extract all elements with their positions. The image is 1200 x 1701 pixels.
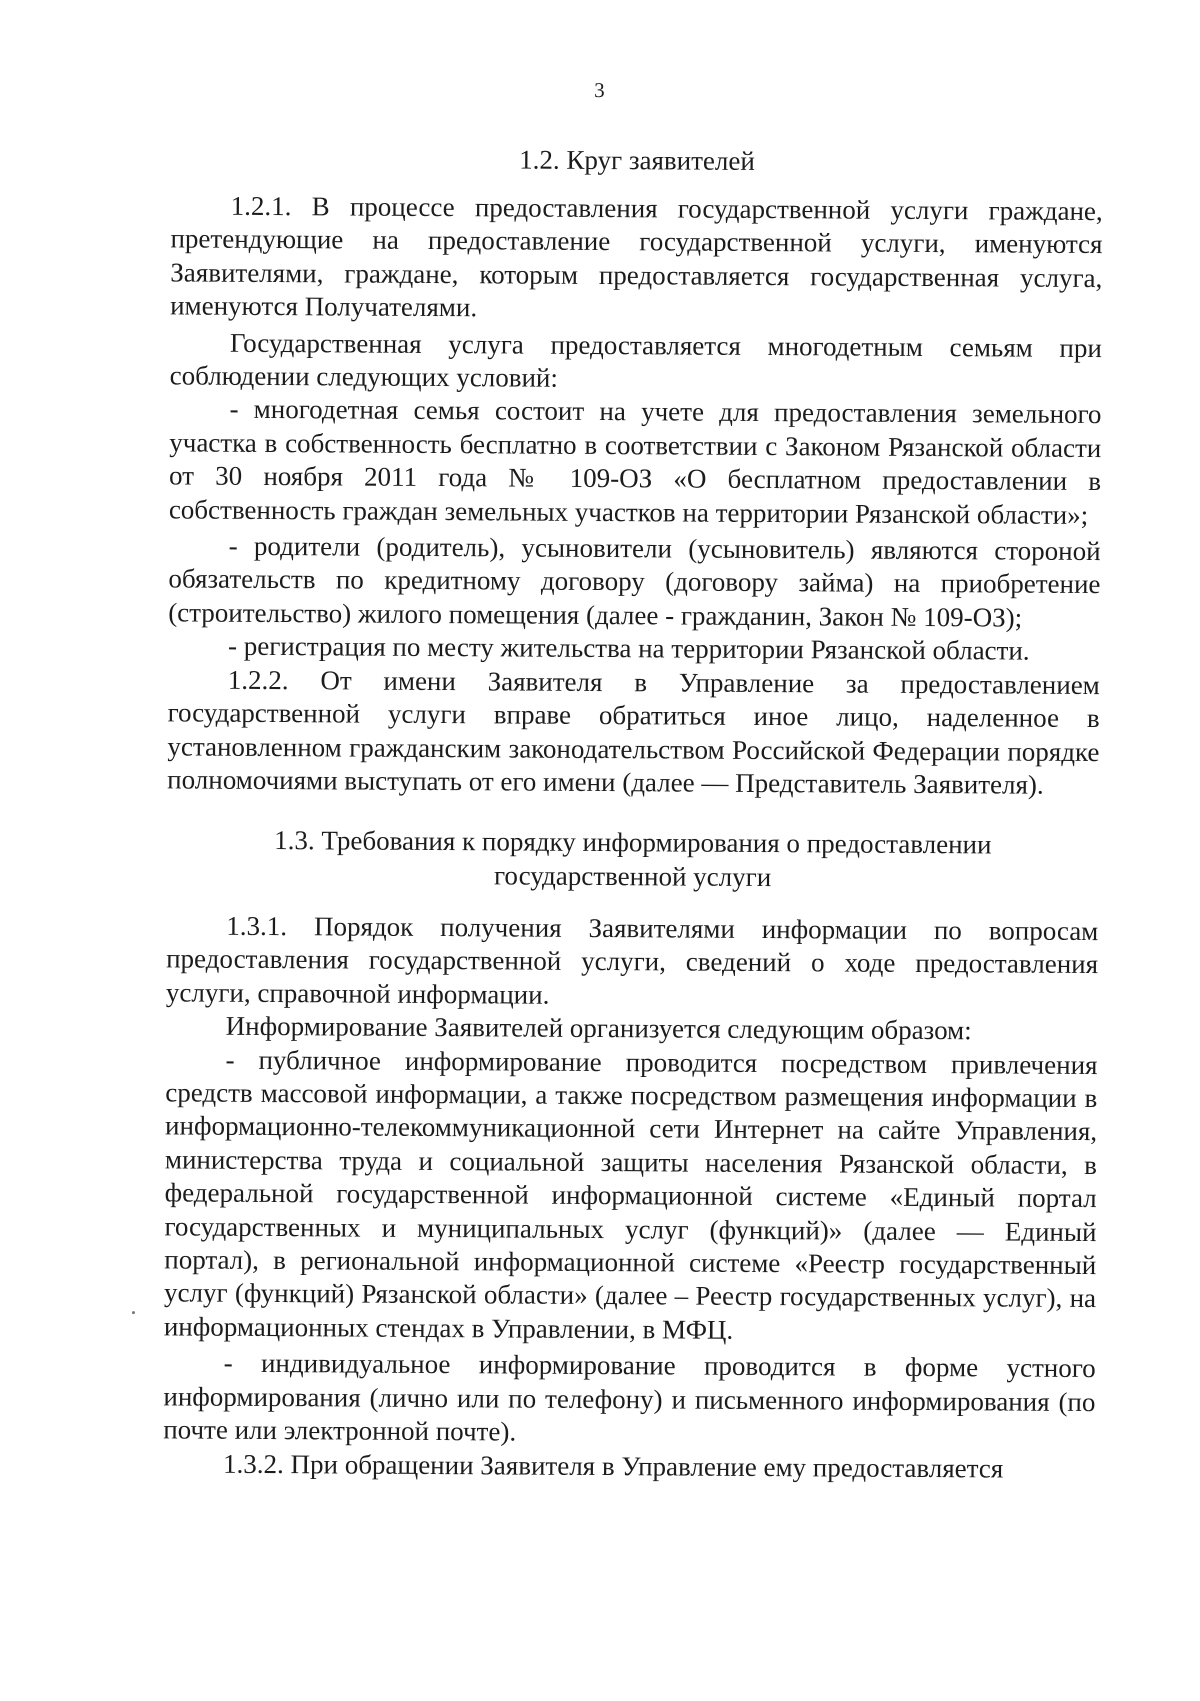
paragraph-individual-informing: - индивидуальное информирование проводится в форме устного информирования (лично или по телефону) и письменного информирования (по почте или электронной почте). <box>163 1348 1096 1447</box>
paragraph-public-informing: - публичное информирование проводится посредством привлечения средств массовой информации, а также посредством размещения информации в информационно-телекоммуникационной сети Интернет на сайте Управления, министерства труда и социальной защиты населения Рязанской области, в федеральной государственной информационной системе «Единый портал государственных и муниципальных услуг (функций)» (далее — Единый портал), в региональной информационной системе «Реестр государственный услуг (функций) Рязанской области» (далее – Реестр государственных услуг), на информационных стендах в Управлении, в МФЦ. <box>163 1044 1098 1345</box>
section-1-3-heading <box>167 822 1099 896</box>
paragraph-1-3-2: 1.3.2. При обращении Заявителя в Управление ему предоставляется <box>222 1448 1004 1483</box>
section-1-3-body <box>163 909 1098 1486</box>
paragraph-1-2-1: 1.2.1. В процессе предоставления государственной услуги граждане, претендующие на предоставление государственной услуги, именуются Заявителями, граждане, которым предоставляется государственная услуга, именуются Получателями. <box>170 190 1103 323</box>
paragraph-1-2-2: 1.2.2. От имени Заявителя в Управление за предоставлением государственной услуги вправе обратиться иное лицо, наделенное в установленном гражданским законодательством Российской Федерации порядке полномочиями выступать от его имени (далее — Представитель Заявителя). <box>167 664 1100 800</box>
section-1-3-heading-line2: государственной услуги <box>493 860 772 893</box>
paragraph-informing-intro: Информирование Заявителей организуется следующим образом: <box>225 1010 972 1046</box>
paragraph-condition-3: - регистрация по месту жительства на территории Рязанской области. <box>227 631 1030 666</box>
section-1-3-heading-line1: 1.3. Требования к порядку информирования о предоставлении <box>274 825 992 860</box>
scan-speck <box>132 1311 135 1314</box>
paragraph-condition-1: - многодетная семья состоит на учете для предоставления земельного участка в собственность бесплатно в соответствии с Законом Рязанской области от 30 ноября 2011 года № 109-ОЗ «О бесплатном предоставлении в собственность граждан земельных участков на территории Рязанской области»; <box>168 394 1102 530</box>
page-number: 3 <box>594 77 605 103</box>
paragraph-condition-2: - родители (родитель), усыновители (усыновитель) являются стороной обязательств по кредитному договору (договору займа) на приобретение (строительство) жилого помещения (далее - гражданин, Закон № 109-ОЗ); <box>168 530 1101 633</box>
section-1-2-heading: 1.2. Круг заявителей <box>519 144 755 176</box>
paragraph-conditions-intro: Государственная услуга предоставляется многодетным семьям при соблюдении следующих условий: <box>169 327 1102 393</box>
paragraph-1-3-1: 1.3.1. Порядок получения Заявителями информации по вопросам предоставления государственной услуги, сведений о ходе предоставления услуги, справочной информации. <box>165 910 1099 1010</box>
section-1-2-body <box>167 189 1103 802</box>
